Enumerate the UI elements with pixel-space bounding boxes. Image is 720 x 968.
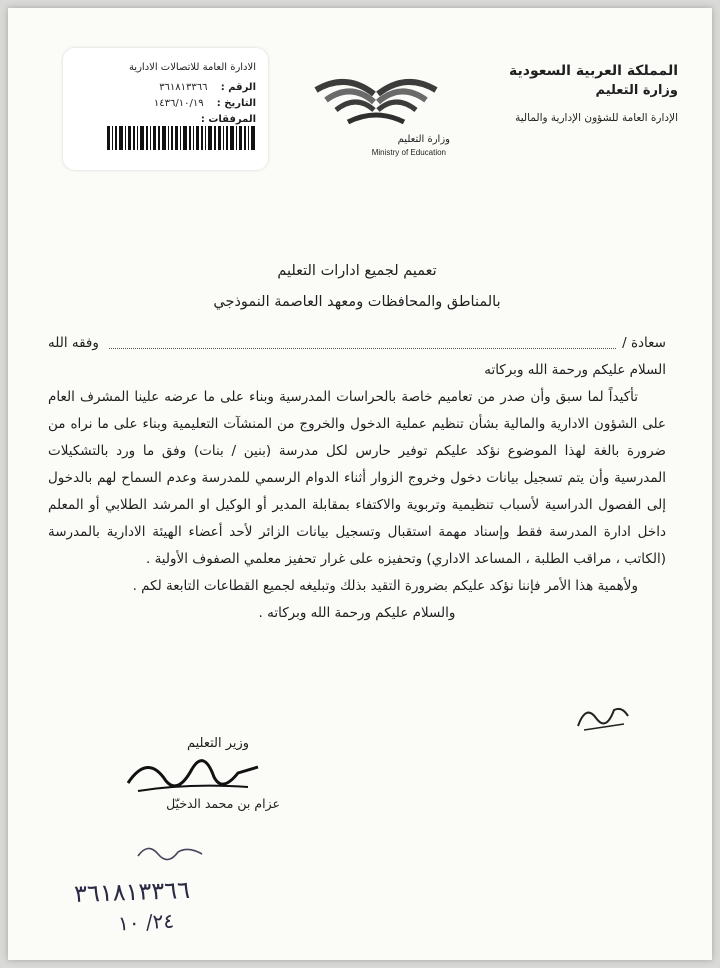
greeting: السلام عليكم ورحمة الله وبركاته	[484, 362, 666, 378]
salutation-left: سعادة /	[622, 335, 666, 351]
registry-stamp	[63, 48, 268, 170]
logo-label-en: Ministry of Education	[371, 148, 446, 157]
initials-signature-icon	[574, 696, 634, 736]
emphasis-paragraph: ولأهمية هذا الأمر فإننا نؤكد عليكم بضرورة التقيد بذلك وتبليغه لجميع القطاعات التابعة لكم .	[132, 578, 638, 594]
stamp-attachments-row	[201, 114, 256, 125]
closing-line: والسلام عليكم ورحمة الله وبركاته .	[258, 605, 456, 621]
ministry-name: وزارة التعليم	[595, 83, 678, 98]
letter-body	[48, 258, 666, 627]
barcode-icon	[107, 126, 257, 150]
salutation-line	[48, 330, 666, 357]
signatory-role: وزير التعليم	[186, 736, 250, 751]
handwritten-note-icon	[132, 836, 212, 866]
logo-label-ar: وزارة التعليم	[397, 134, 450, 145]
stamp-number-value: ٣٦١٨١٣٣٦٦	[159, 82, 208, 93]
stamp-number-label: الرقم :	[220, 82, 256, 93]
stamp-attachments-label: المرفقات :	[200, 114, 256, 125]
letter-page	[8, 8, 712, 960]
stamp-number-row	[159, 82, 256, 93]
letter-recipients: بالمناطق والمحافظات ومعهد العاصمة النموذجي	[213, 294, 501, 310]
stamp-date-row	[154, 98, 256, 109]
stamp-department: الادارة العامة للاتصالات الادارية	[128, 62, 256, 73]
handwritten-number: ٣٦١٨١٣٣٦٦	[73, 875, 191, 909]
ministry-header	[458, 63, 678, 124]
minister-signature-icon	[118, 743, 268, 803]
book-logo-icon	[296, 60, 456, 132]
stamp-date-value: ١٤٣٦/١٠/١٩	[153, 98, 204, 109]
kingdom-name: المملكة العربية السعودية	[509, 63, 678, 79]
main-paragraph: تأكيداً لما سبق وأن صدر من تعاميم خاصة بالحراسات المدرسية وبناء على ما عرضه علينا المشرف العام على الشؤون الادارية والمالية بشأن تنظيم عملية الدخول والخروج من المنشآت التعليمية وبناء على ما نراه من ضرورة بالغة لهذا الموضوع نؤكد عليكم توفير حارس لكل مدرسة (بنين / بنات) وفق ما ورد بالتشكيلات المدرسية وأن يتم تسجيل بيانات دخول وخروج الزوار أثناء الدوام الرسمي للمدرسة وعدم السماح لهم بالدخول إلى الفصول الدراسية لأسباب تنظيمية وتربوية والاكتفاء بمقابلة المدير أو الوكيل او المرشد الطلابي أو المعلم داخل ادارة المدرسة فقط وإسناد مهمة استقبال وتسجيل بيانات الزائر لأحد أعضاء الهيئة الادارية بالمدرسة (الكاتب ، مراقب الطلبة ، المساعد الاداري) وتحفيزه على غرار تحفيز معلمي الصفوف الأولية .	[48, 389, 666, 567]
letter-title: تعميم لجميع ادارات التعليم	[277, 263, 437, 279]
handwritten-date: ٢٤/ ١٠	[117, 908, 175, 936]
signatory-name: عزام بن محمد الدخيّل	[166, 796, 280, 811]
stamp-date-label: التاريخ :	[216, 98, 256, 109]
salutation-blank	[109, 330, 616, 349]
department-name: الإدارة العامة للشؤون الإدارية والمالية	[515, 112, 678, 124]
ministry-logo	[296, 60, 456, 170]
salutation-right: وفقه الله	[48, 335, 99, 351]
